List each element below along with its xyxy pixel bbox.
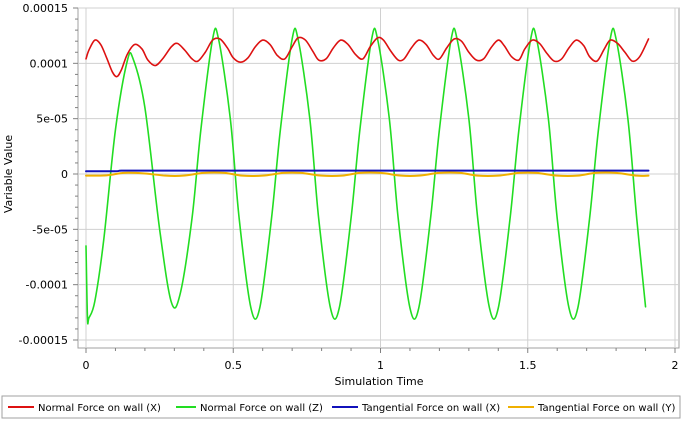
x-tick-label: 2: [671, 359, 679, 372]
y-tick-label: 0.00015: [22, 2, 68, 15]
y-tick-label: -5e-05: [32, 223, 68, 237]
plot-area: [78, 8, 679, 348]
legend-label: Normal Force on wall (X): [38, 403, 161, 414]
x-tick-label: 0: [82, 359, 90, 372]
x-tick-label: 1.5: [519, 359, 537, 372]
legend-label: Normal Force on wall (Z): [200, 403, 323, 414]
x-tick-label: 1: [377, 359, 384, 372]
y-tick-label: -0.0001: [25, 278, 68, 292]
y-axis-title: Variable Value: [2, 134, 15, 214]
y-tick-label: 0: [61, 168, 68, 181]
legend: [2, 396, 680, 418]
series-line-tangential-x: [86, 171, 649, 172]
y-tick-label: 5e-05: [36, 112, 68, 126]
y-tick-label: 0.0001: [29, 57, 68, 71]
legend-label: Tangential Force on wall (X): [362, 403, 501, 414]
y-tick-label: -0.00015: [18, 334, 68, 347]
legend-label: Tangential Force on wall (Y): [538, 403, 676, 414]
x-tick-label: 0.5: [224, 359, 242, 372]
x-axis-title: Simulation Time: [334, 375, 424, 388]
